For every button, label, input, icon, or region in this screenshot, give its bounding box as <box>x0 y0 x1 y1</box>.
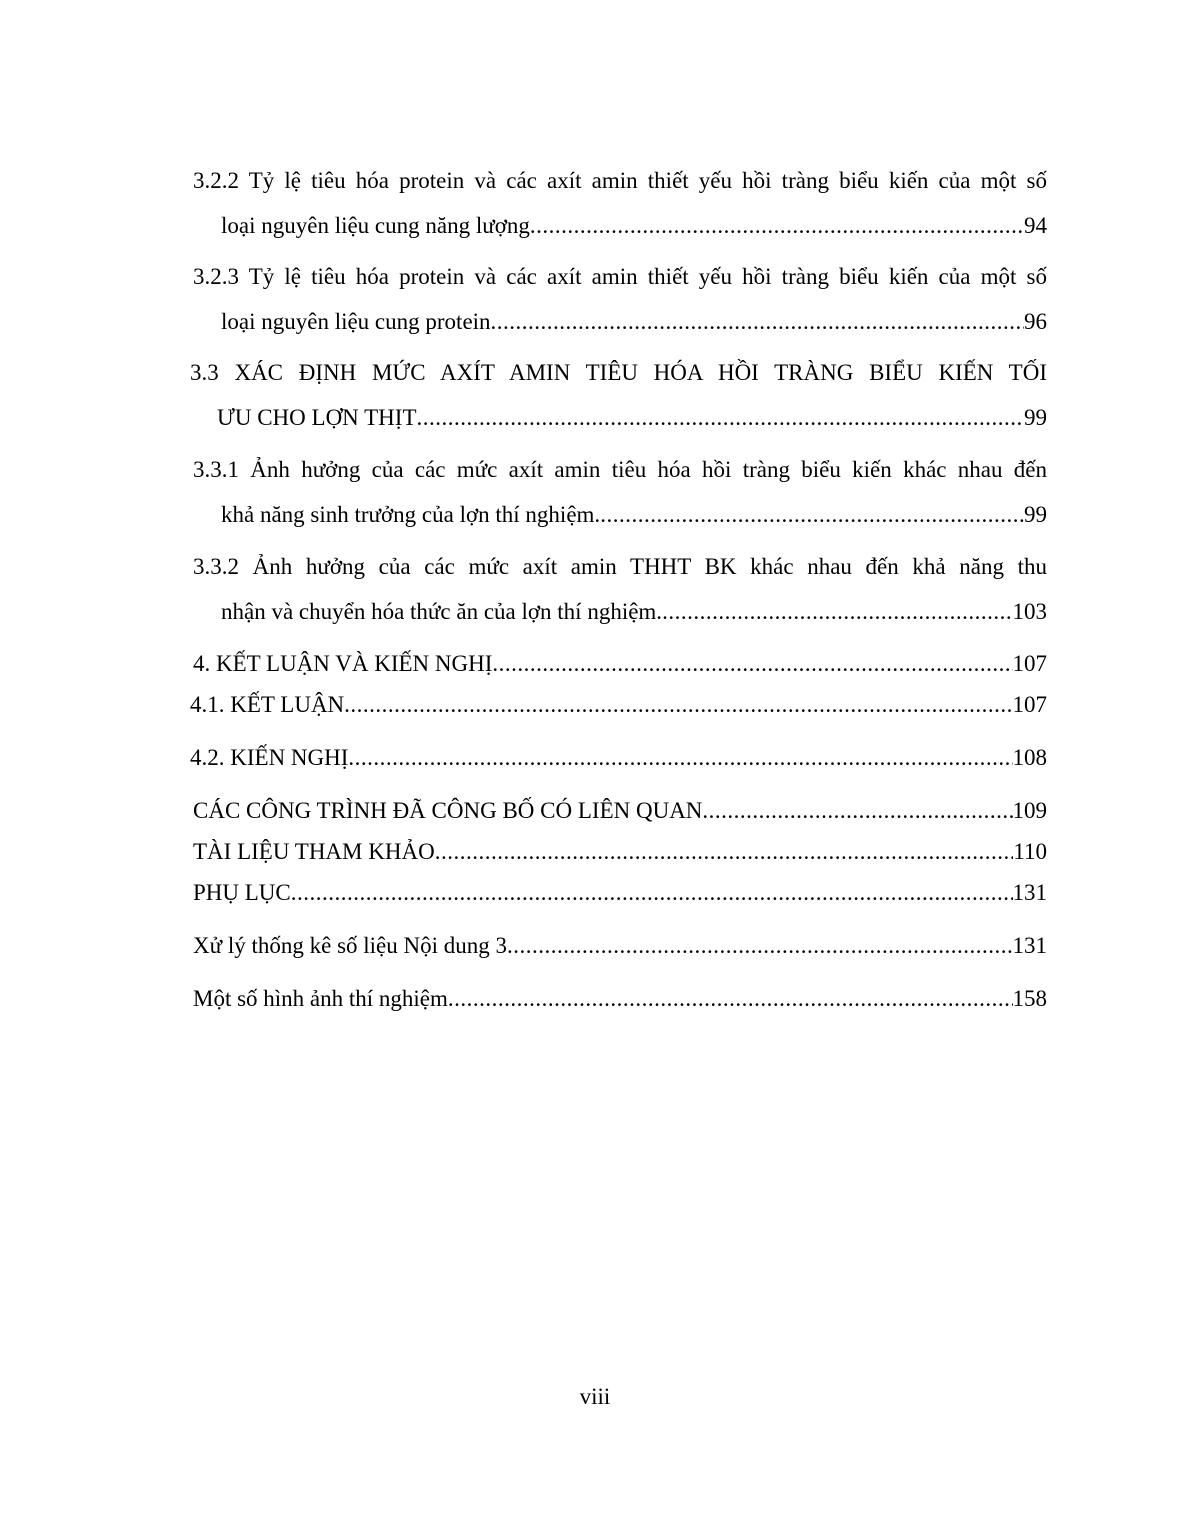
toc-leader-dots <box>435 838 1014 866</box>
toc-entry-title: 4.2. KIẾN NGHỊ <box>190 745 349 770</box>
toc-entry-title: 3.3 XÁC ĐỊNH MỨC AXÍT AMIN TIÊU HÓA HỒI TRÀNG BIỂU KIẾN TỐI <box>190 360 1047 385</box>
toc-entry-title: 3.2.2 Tỷ lệ tiêu hóa protein và các axít amin thiết yếu hồi tràng biểu kiến của một số <box>193 168 1047 193</box>
toc-entry[interactable] <box>190 691 1047 719</box>
toc-entry-continuation <box>221 501 1047 529</box>
toc-page-number: 109 <box>1012 798 1047 823</box>
toc-entry[interactable] <box>193 650 1047 678</box>
toc-entry-title: CÁC CÔNG TRÌNH ĐÃ CÔNG BỐ CÓ LIÊN QUAN <box>193 798 703 823</box>
toc-page-number: 110 <box>1013 839 1047 864</box>
toc-entry-title: Một số hình ảnh thí nghiệm <box>193 986 448 1011</box>
toc-entry[interactable] <box>193 879 1047 907</box>
toc-leader-dots <box>662 598 1012 626</box>
toc-entry[interactable] <box>193 797 1047 825</box>
toc-page-number: 131 <box>1012 933 1047 958</box>
toc-entry-title-cont: loại nguyên liệu cung protein <box>221 309 491 334</box>
toc-leader-dots <box>702 797 1012 825</box>
toc-entry-title: 3.3.1 Ảnh hưởng của các mức axít amin tiêu hóa hồi tràng biểu kiến khác nhau đến <box>193 457 1047 482</box>
toc-page-number: 131 <box>1012 880 1047 905</box>
toc-leader-dots <box>417 404 1025 432</box>
toc-entry-title: 4. KẾT LUẬN VÀ KIẾN NGHỊ <box>193 651 493 676</box>
toc-entry-title-cont: loại nguyên liệu cung năng lượng <box>221 213 530 238</box>
toc-entry-continuation <box>217 404 1047 432</box>
toc-page-number: 99 <box>1024 405 1047 430</box>
toc-page-number: 107 <box>1012 692 1047 717</box>
toc-page-number: 107 <box>1012 651 1047 676</box>
toc-entry-title-cont: nhận và chuyển hóa thức ăn của lợn thí nghiệm. <box>221 599 663 624</box>
toc-entry-continuation <box>221 308 1047 336</box>
toc-leader-dots <box>448 985 1013 1013</box>
toc-entry[interactable] <box>193 985 1047 1013</box>
toc-leader-dots <box>491 308 1024 336</box>
toc-leader-dots <box>600 501 1024 529</box>
toc-page-number: 99 <box>1024 502 1047 527</box>
page-number-footer: viii <box>579 1384 611 1409</box>
toc-leader-dots <box>344 691 1012 719</box>
toc-leader-dots <box>530 212 1024 240</box>
toc-leader-dots <box>507 932 1012 960</box>
toc-entry[interactable] <box>190 744 1047 772</box>
toc-entry-title-cont: ƯU CHO LỢN THỊT <box>217 405 417 430</box>
toc-entry-title-cont: khả năng sinh trưởng của lợn thí nghiệm. <box>221 502 601 527</box>
toc-leader-dots <box>348 744 1012 772</box>
toc-leader-dots <box>291 879 1013 907</box>
toc-entry-continuation <box>221 598 1047 626</box>
toc-entry[interactable] <box>193 932 1047 960</box>
toc-entry-title: 3.2.3 Tỷ lệ tiêu hóa protein và các axít amin thiết yếu hồi tràng biểu kiến của một số <box>193 264 1047 289</box>
toc-entry-title: 3.3.2 Ảnh hưởng của các mức axít amin THHT BK khác nhau đến khả năng thu <box>193 554 1047 579</box>
toc-leader-dots <box>492 650 1012 678</box>
toc-page-number: 108 <box>1012 745 1047 770</box>
toc-entry-title: TÀI LIỆU THAM KHẢO <box>193 839 435 864</box>
toc-page-number: 158 <box>1012 986 1047 1011</box>
toc-entry-continuation <box>221 212 1047 240</box>
toc-page-number: 96 <box>1024 309 1047 334</box>
toc-page-number: 103 <box>1012 599 1047 624</box>
toc-entry[interactable] <box>193 838 1047 866</box>
toc-page-number: 94 <box>1024 213 1047 238</box>
toc-entry-title: PHỤ LỤC <box>193 880 291 905</box>
toc-entry-title: 4.1. KẾT LUẬN <box>190 692 345 717</box>
toc-entry-title: Xử lý thống kê số liệu Nội dung 3 <box>193 933 508 958</box>
